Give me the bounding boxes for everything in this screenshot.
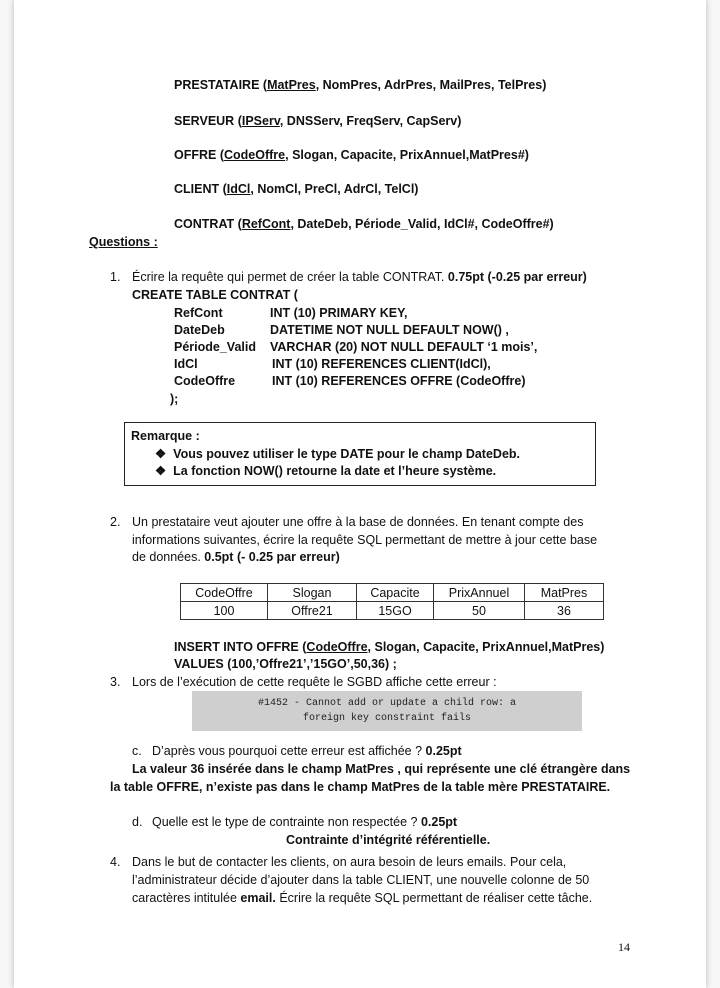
q3-text: Lors de l’exécution de cette requête le SGBD affiche cette erreur : (132, 675, 497, 689)
table-cell: 15GO (357, 602, 434, 620)
document-page (14, 0, 706, 988)
q1-field-name: IdCl (174, 357, 198, 371)
q3c-text: D’après vous pourquoi cette erreur est affichée ? 0.25pt (152, 744, 462, 758)
q3d-label: d. (132, 815, 143, 829)
q1-field-def: INT (10) REFERENCES CLIENT(IdCl), (272, 357, 491, 371)
q1-field-name: CodeOffre (174, 374, 236, 388)
error-line: foreign key constraint fails (302, 713, 472, 724)
table-cell: 50 (434, 602, 525, 620)
q2-text-line: informations suivantes, écrire la requête SQL permettant de mettre à jour cette base (132, 533, 598, 547)
error-line: #1452 - Cannot add or update a child row: a (257, 698, 517, 709)
table-header-row (181, 584, 604, 602)
table-cell: 36 (525, 602, 604, 620)
schema-offre: OFFRE (CodeOffre, Slogan, Capacite, PrixAnnuel,MatPres#) (174, 148, 529, 162)
q2-text-line: Un prestataire veut ajouter une offre à la base de données. En tenant compte des (132, 515, 584, 529)
remarque-box (124, 422, 596, 486)
table-header-cell: MatPres (525, 584, 604, 602)
table-row (181, 602, 604, 620)
q1-field-name: DateDeb (174, 323, 225, 337)
table-cell: Offre21 (268, 602, 357, 620)
q1-field-name: RefCont (174, 306, 223, 320)
q3d-answer: Contrainte d’intégrité référentielle. (286, 833, 491, 847)
questions-title: Questions : (89, 235, 158, 249)
remarque-item: ❖ Vous pouvez utiliser le type DATE pour le champ DateDeb. (155, 447, 520, 461)
page-number: 14 (618, 940, 630, 954)
sql-error-box (192, 691, 582, 731)
q3d-text: Quelle est le type de contrainte non respectée ? 0.25pt (152, 815, 458, 829)
remarque-item: ❖ La fonction NOW() retourne la date et l’heure système. (155, 464, 497, 478)
q4-text-line: caractères intitulée email. Écrire la requête SQL permettant de réaliser cette tâche. (132, 891, 593, 905)
table-header-cell: CodeOffre (181, 584, 268, 602)
q1-field-def: DATETIME NOT NULL DEFAULT NOW() , (270, 323, 509, 337)
table-cell: 100 (181, 602, 268, 620)
schema-client: CLIENT (IdCl, NomCl, PreCl, AdrCl, TelCl) (174, 182, 419, 196)
q4-text-line: Dans le but de contacter les clients, on aura besoin de leurs emails. Pour cela, (132, 855, 567, 869)
q3-number: 3. (110, 675, 121, 689)
q4-number: 4. (110, 855, 121, 869)
q1-number: 1. (110, 270, 121, 284)
offre-data-table (180, 583, 604, 620)
remarque-title: Remarque : (131, 429, 200, 443)
q2-number: 2. (110, 515, 121, 529)
table-header-cell: PrixAnnuel (434, 584, 525, 602)
schema-serveur: SERVEUR (IPServ, DNSServ, FreqServ, CapServ) (174, 114, 462, 128)
q2-insert-statement: INSERT INTO OFFRE (CodeOffre, Slogan, Capacite, PrixAnnuel,MatPres) (174, 640, 605, 654)
q3c-answer-line: La valeur 36 insérée dans le champ MatPres , qui représente une clé étrangère dans (132, 762, 631, 776)
q1-create-statement: CREATE TABLE CONTRAT ( (132, 288, 298, 302)
diamond-bullet-icon: ❖ (155, 447, 167, 461)
q1-field-def: INT (10) REFERENCES OFFRE (CodeOffre) (272, 374, 526, 388)
q3c-answer-line: la table OFFRE, n’existe pas dans le champ MatPres de la table mère PRESTATAIRE. (110, 780, 611, 794)
q1-field-def: VARCHAR (20) NOT NULL DEFAULT ‘1 mois’, (270, 340, 538, 354)
schema-contrat: CONTRAT (RefCont, DateDeb, Période_Valid, IdCl#, CodeOffre#) (174, 217, 554, 231)
q3c-label: c. (132, 744, 142, 758)
schema-prestataire: PRESTATAIRE (MatPres, NomPres, AdrPres, MailPres, TelPres) (174, 78, 547, 92)
q1-close-statement: ); (170, 392, 179, 406)
diamond-bullet-icon: ❖ (155, 464, 167, 478)
table-header-cell: Capacite (357, 584, 434, 602)
q4-text-line: l’administrateur décide d’ajouter dans la table CLIENT, une nouvelle colonne de 50 (132, 873, 590, 887)
table-header-cell: Slogan (268, 584, 357, 602)
q2-text-line: de données. 0.5pt (- 0.25 par erreur) (132, 550, 340, 564)
q1-field-def: INT (10) PRIMARY KEY, (270, 306, 408, 320)
q1-field-name: Période_Valid (174, 340, 256, 354)
q1-text: Écrire la requête qui permet de créer la table CONTRAT. 0.75pt (-0.25 par erreur) (132, 270, 587, 284)
q2-values-statement: VALUES (100,’Offre21’,’15GO’,50,36) ; (174, 657, 397, 671)
